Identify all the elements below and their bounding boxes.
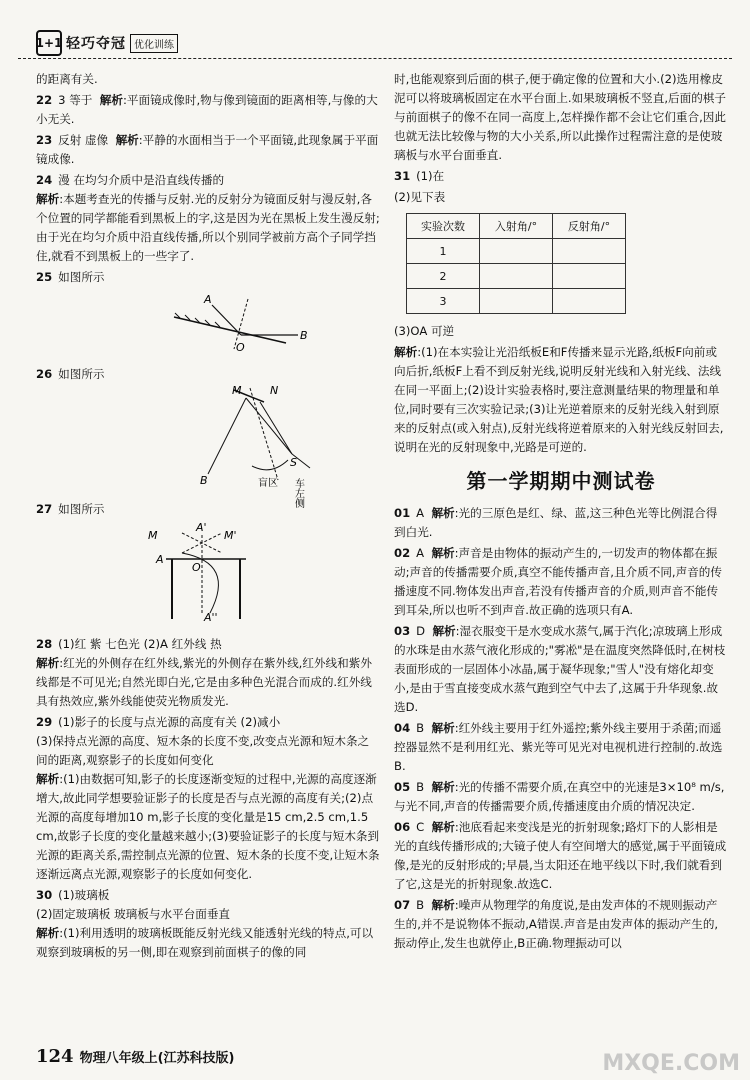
answer-item: 01 A 解析:光的三原色是红、绿、蓝,这三种色光等比例混合得到白光. <box>394 506 718 539</box>
figure-25 <box>36 291 380 359</box>
question-28: 28 (1)红 紫 七色光 (2)A 红外线 热 解析:红光的外侧存在红外线,紫光的外侧存在紫外线,红外线和紫外线都是不可见光;自然光即白光,它是由多种色光混合而成的.红外线具有热效应,紫外线能使荧光物质发光. <box>36 637 372 708</box>
label-O: O <box>236 341 245 354</box>
rearview-mirror-diagram <box>36 384 376 508</box>
label-M: M <box>232 384 242 397</box>
table-cell: 3 <box>407 289 480 314</box>
table-row <box>407 289 626 314</box>
label-A-double-prime: A'' <box>204 611 218 624</box>
question-26: 26 如图所示 <box>36 367 105 381</box>
page-footer <box>36 1046 234 1067</box>
question-23: 23 反射 虚像 解析:平静的水面相当于一个平面镜,此现象属于平面镜成像. <box>36 133 379 166</box>
midterm-answers <box>394 504 728 953</box>
label-blind-zone: 盲区 <box>258 478 278 489</box>
header-rule <box>18 58 732 59</box>
watermark: MXQE.COM <box>602 1051 740 1076</box>
label-A: A <box>156 553 164 566</box>
question-31: 31 (1)在 <box>394 169 445 183</box>
periscope-diagram <box>36 523 376 623</box>
experiment-table <box>406 213 626 314</box>
q31-part3: (3)OA 可逆 <box>394 324 455 338</box>
question-25: 25 如图所示 <box>36 270 105 284</box>
table-row <box>407 239 626 264</box>
question-24: 24 漫 在均匀介质中是沿直线传播的 解析:本题考查光的传播与反射.光的反射分为镜面反射与漫反射,各个位置的同学都能看到黑板上的字,这是因为光在黑板上发生漫反射;由于光在均匀介质中沿直线传播,所以个别同学被前方高个子同学挡住,就看不到黑板上的一些字了. <box>36 173 380 263</box>
table-header: 实验次数 <box>407 214 480 239</box>
logo-mark: 1+1 <box>36 30 62 56</box>
figure-26 <box>36 384 380 508</box>
question-29: 29 (1)影子的长度与点光源的高度有关 (2)减小 (3)保持点光源的高度、短木条的长度不变,改变点光源和短木条之间的距离,观察影子的长度如何变化 解析:(1)由数据可知,影子的长度逐渐变短的过程中,光源的高度逐渐增大,故此同学想要验证影子的长度是否与点光源的高度有关;(2)点光源的高度每增加10 m,影子长度的变化量是15 cm,2.5 cm,1.5 cm,故影子长度的变化量越来越小;(3)要验证影子的长度与短木条到光源的距离关系,需控制点光源的位置、短木条的长度不变,让短木条逐渐远离点光源,观察影子的长度如何变化. <box>36 715 380 881</box>
brand-name: 轻巧夺冠 <box>66 36 126 52</box>
answer-item: 02 A 解析:声音是由物体的振动产生的,一切发声的物体都在振动;声音的传播需要介质,真空不能传播声音,且介质不同,声音的传播速度不同.物体发出声音,若没有传播声音的介质,则声音不能传到耳朵,所以也听不到声音.故正确的选项只有A. <box>394 546 722 617</box>
question-27: 27 如图所示 <box>36 502 105 516</box>
figure-27 <box>36 523 380 629</box>
right-column <box>394 70 728 955</box>
label-M-prime: M' <box>224 529 237 542</box>
answer-item: 06 C 解析:池底看起来变浅是光的折射现象;路灯下的人影相是光的直线传播形成的;大镜子使人有空间增大的感觉,属于平面镜成像,是光的反射形成的;早晨,当太阳还在地平线以下时,我们就看到了它,这是光的折射现象.故选C. <box>394 820 727 891</box>
question-30: 30 (1)玻璃板 (2)固定玻璃板 玻璃板与水平台面垂直 解析:(1)利用透明的玻璃板既能反射光线又能透射光线的特点,可以观察到玻璃板的另一侧,即在观察到前面棋子的像的同 <box>36 888 374 959</box>
label-car-left: 车左侧 <box>292 478 304 508</box>
section-title: 第一学期期中测试卷 <box>466 469 656 493</box>
book-title: 物理八年级上(江苏科技版) <box>79 1051 235 1066</box>
table-header-row <box>407 214 626 239</box>
label-A: A <box>204 293 212 306</box>
answer-item: 07 B 解析:噪声从物理学的角度说,是由发声体的不规则振动产生的,并不是说物体不振动,A错误.声音是由发声体的振动产生的,振动停止,发生也就停止,B正确.物理振动可以 <box>394 898 719 950</box>
q30-continuation: 时,也能观察到后面的棋子,便于确定像的位置和大小.(2)选用橡皮泥可以将玻璃板固定在水平台面上.如果玻璃板不竖直,后面的棋子与前面棋子的像不在同一高度上,怎样操作都不会让它们重合,因此也就无法比较像与物的大小关系,所以此操作过程需注意的是使玻璃板与水平台面垂直. <box>394 72 726 162</box>
page-header <box>18 30 732 62</box>
mirror-reflection-diagram <box>36 291 376 353</box>
q21-continuation: 的距离有关. <box>36 72 98 86</box>
brand-tag: 优化训练 <box>130 34 178 53</box>
table-header: 反射角/° <box>553 214 626 239</box>
table-cell: 2 <box>407 264 480 289</box>
answer-item: 04 B 解析:红外线主要用于红外遥控;紫外线主要用于杀菌;而遥控器显然不是利用红光、紫光等可见光对电视机进行控制的.故选B. <box>394 721 723 773</box>
table-header: 入射角/° <box>480 214 553 239</box>
label-B: B <box>300 329 308 342</box>
answer-item: 03 D 解析:湿衣服变干是水变成水蒸气,属于汽化;凉玻璃上形成的水珠是由水蒸气液化形成的;"雾凇"是在温度突然降低时,在树枝表面形成的一层固体小冰晶,属于凝华现象;"雪人"没有熔化却变小,是由于雪直接变成水蒸气跑到空气中去了,这属于升华现象.故选D. <box>394 624 726 714</box>
label-N: N <box>270 384 279 397</box>
label-A-prime: A' <box>196 521 207 534</box>
answer-item: 05 B 解析:光的传播不需要介质,在真空中的光速是3×10⁸ m/s,与光不同,声音的传播需要介质,传播速度由介质的情况决定. <box>394 780 725 813</box>
label-M: M <box>148 529 158 542</box>
q31-part2: (2)见下表 <box>394 190 446 204</box>
label-S: S <box>290 456 297 469</box>
table-row <box>407 264 626 289</box>
label-B: B <box>200 474 208 487</box>
label-O: O <box>192 561 201 574</box>
q31-analysis: 解析:(1)在本实验让光沿纸板E和F传播来显示光路,纸板F向前或向后折,纸板F上看不到反射光线,说明反射光线和入射光线、法线在同一平面上;(2)设计实验表格时,要注意测量结果的物理量和单位,同时要有三次实验记录;(3)让光逆着原来的反射光线入射到原来的反射点(或入射点),反射光线将逆着原来的入射光线反射回去,说明在光的反射现象中,光路是可逆的. <box>394 345 724 454</box>
left-column <box>36 70 380 964</box>
question-22: 22 3 等于 解析:平面镜成像时,物与像到镜面的距离相等,与像的大小无关. <box>36 93 378 126</box>
brand-logo <box>36 30 178 56</box>
table-cell: 1 <box>407 239 480 264</box>
page-number: 124 <box>36 1046 74 1067</box>
